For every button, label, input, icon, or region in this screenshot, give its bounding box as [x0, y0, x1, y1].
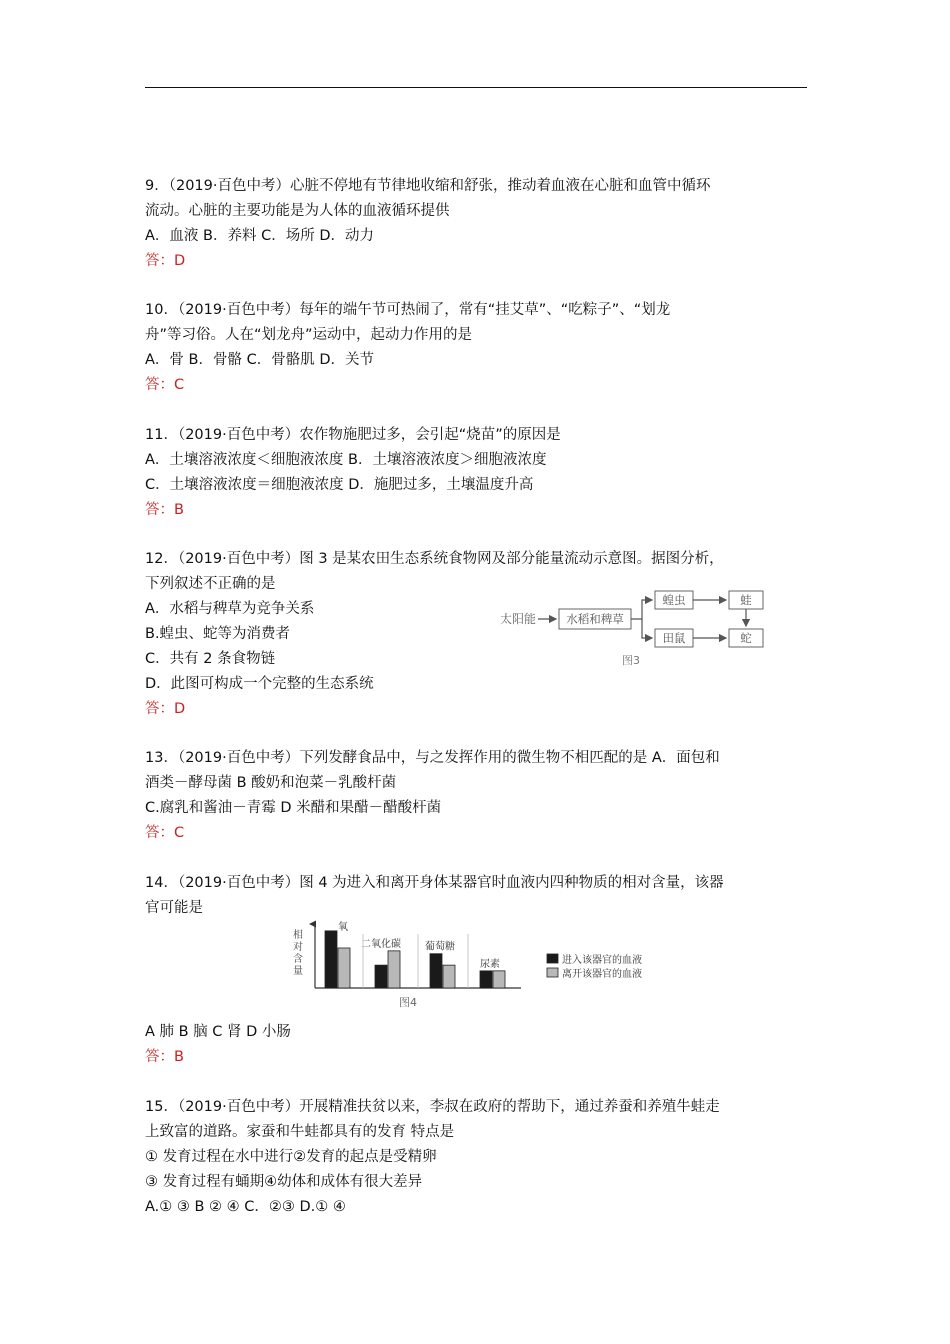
q14-stem-line1: 14．（2019·百色中考）图 4 为进入和离开身体某器官时血液内四种物质的相对含量，该器 — [145, 875, 724, 891]
q10-stem-line1: 10．（2019·百色中考）每年的端午节可热闹了，常有“挂艾草”、“吃粽子”、“划龙 — [145, 302, 671, 318]
q14-options: A 肺 B 脑 C 肾 D 小肠 — [145, 1024, 291, 1040]
bar-0-series-0 — [325, 931, 337, 988]
q11-answer: 答：B — [145, 502, 184, 518]
figure4-caption: 图4 — [399, 996, 417, 1009]
bar-2-series-0 — [430, 954, 442, 988]
q9-stem-line2: 流动。心脏的主要功能是为人体的血液循环提供 — [145, 203, 450, 219]
blood-content-chart — [285, 918, 665, 1010]
legend-swatch-0 — [547, 954, 558, 963]
q12-stem-line2: 下列叙述不正确的是 — [145, 576, 276, 592]
q12-option-a: A．水稻与稗草为竞争关系 — [145, 601, 315, 617]
q15-stem-line1: 15．（2019·百色中考）开展精准扶贫以来，李叔在政府的帮助下，通过养蚕和养殖牛蛙走 — [145, 1099, 720, 1115]
q11-stem-line1: 11．（2019·百色中考）农作物施肥过多，会引起“烧苗”的原因是 — [145, 427, 561, 443]
q9-answer: 答：D — [145, 253, 186, 269]
snake-label: 蛇 — [740, 631, 752, 645]
y-axis-label: 相对含量 — [293, 930, 303, 977]
q15-statement-line1: ① 发育过程在水中进行②发育的起点是受精卵 — [145, 1149, 437, 1165]
frog-label: 蛙 — [740, 593, 752, 607]
q10-answer: 答：C — [145, 377, 185, 393]
bar-2-series-1 — [443, 965, 455, 988]
q11-options-cd: C．土壤溶液浓度＝细胞液浓度 D．施肥过多，土壤温度升高 — [145, 477, 534, 493]
locust-label: 蝗虫 — [662, 593, 686, 607]
q13-stem-line1: 13．（2019·百色中考）下列发酵食品中，与之发挥作用的微生物不相匹配的是 A．面包和 — [145, 750, 720, 766]
arrow-plant-mouse — [642, 619, 652, 638]
sun-label: 太阳能 — [500, 612, 537, 626]
mouse-label: 田鼠 — [662, 631, 686, 645]
bar-3-series-1 — [493, 971, 505, 988]
q14-stem-line2: 官可能是 — [145, 900, 203, 916]
q10-stem-line2: 舟”等习俗。人在“划龙舟”运动中，起动力作用的是 — [145, 327, 473, 343]
q12-option-c: C．共有 2 条食物链 — [145, 651, 276, 667]
q12-answer: 答：D — [145, 701, 186, 717]
header-rule — [145, 87, 807, 88]
q12-stem-line1: 12．（2019·百色中考）图 3 是某农田生态系统食物网及部分能量流动示意图。据图分析， — [145, 551, 724, 567]
q9-options: A．血液 B．养料 C．场所 D．动力 — [145, 228, 374, 244]
legend-swatch-1 — [547, 968, 558, 977]
q15-stem-line2: 上致富的道路。家蚕和牛蛙都具有的发育 特点是 — [145, 1124, 455, 1140]
plant-label: 水稻和稗草 — [566, 612, 624, 626]
q15-statement-line2: ③ 发育过程有蛹期④幼体和成体有很大差异 — [145, 1174, 423, 1190]
q12-option-b: B.蝗虫、蛇等为消费者 — [145, 626, 291, 642]
q14-answer: 答：B — [145, 1049, 184, 1065]
category-label-1: 二氧化碳 — [361, 938, 401, 950]
category-label-3: 尿素 — [480, 958, 500, 970]
q13-stem-line2: 酒类－酵母菌 B 酸奶和泡菜－乳酸杆菌 — [145, 775, 397, 791]
food-web-figure — [490, 585, 790, 673]
category-label-2: 葡萄糖 — [425, 941, 455, 953]
q15-options: A.① ③ B ② ④ C．②③ D.① ④ — [145, 1199, 346, 1215]
legend-label-1: 离开该器官的血液 — [562, 969, 642, 980]
q9-stem-line1: 9．（2019·百色中考）心脏不停地有节律地收缩和舒张，推动着血液在心脏和血管中循环 — [145, 178, 711, 194]
q13-answer: 答：C — [145, 825, 185, 841]
bar-0-series-1 — [338, 948, 350, 988]
legend-label-0: 进入该器官的血液 — [562, 955, 642, 966]
category-label-0: 氧 — [338, 922, 348, 933]
q13-stem-line3: C.腐乳和酱油－青霉 D 米醋和果醋－醋酸杆菌 — [145, 800, 442, 816]
bar-1-series-0 — [375, 965, 387, 988]
bar-3-series-0 — [480, 971, 492, 988]
q11-options-ab: A．土壤溶液浓度＜细胞液浓度 B．土壤溶液浓度＞细胞液浓度 — [145, 452, 547, 468]
bar-1-series-1 — [388, 951, 400, 988]
q12-option-d: D．此图可构成一个完整的生态系统 — [145, 676, 374, 692]
figure3-caption: 图3 — [622, 654, 640, 667]
q10-options: A．骨 B．骨骼 C．骨骼肌 D．关节 — [145, 352, 374, 368]
arrow-plant-locust — [631, 600, 652, 619]
